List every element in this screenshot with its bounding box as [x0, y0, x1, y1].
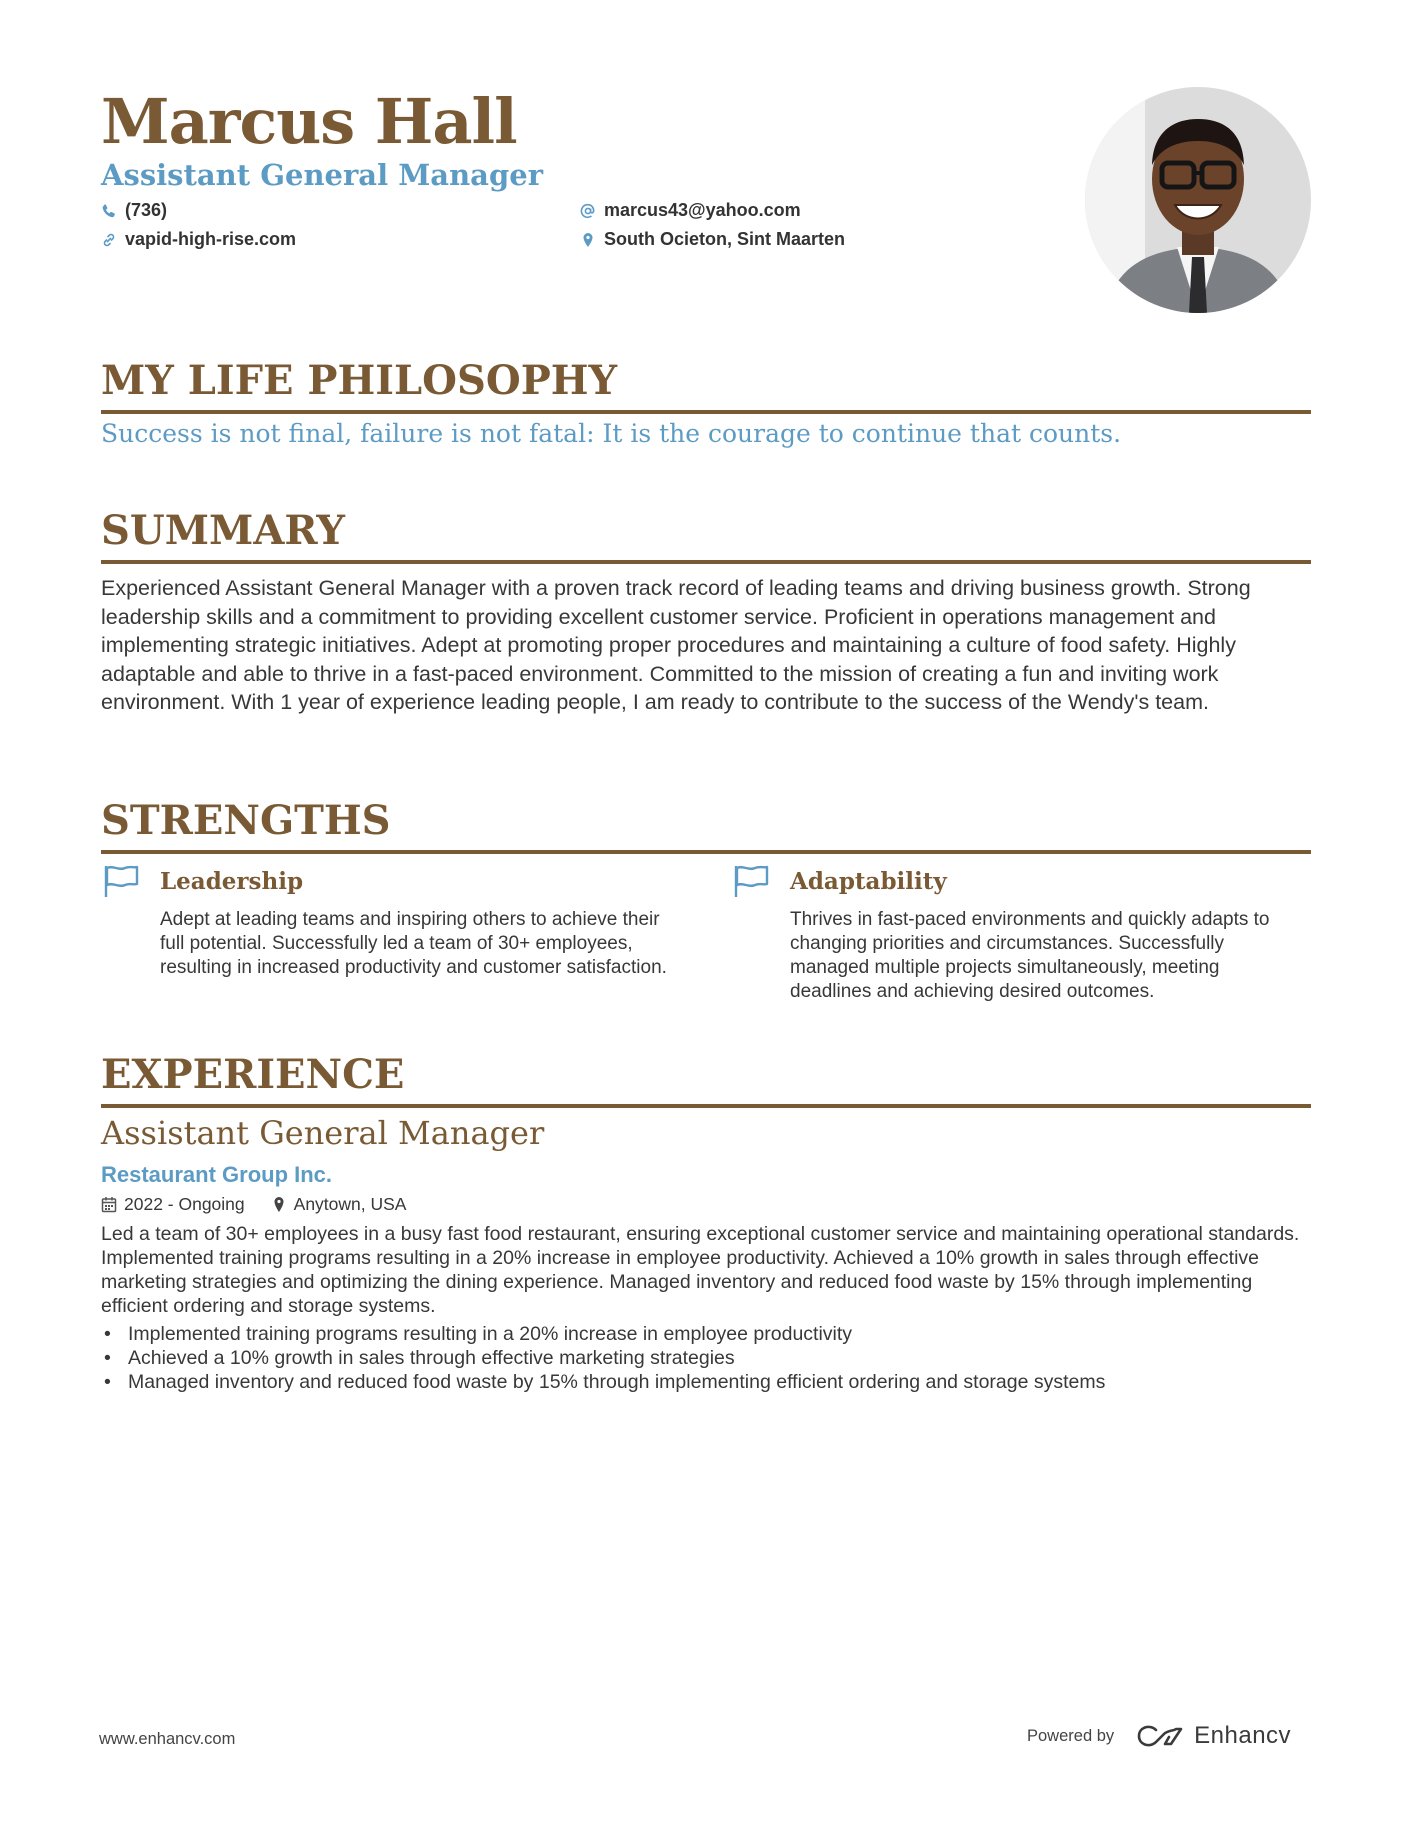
avatar-illustration: [1085, 87, 1311, 313]
job-description: Led a team of 30+ employees in a busy fast food restaurant, ensuring exceptional customer service and maintaining operational standards. Implemented training programs resulting in a 20% increase in employee productivity. Achieved a 10% growth in sales through effective marketing strategies and optimizing the dining experience. Managed inventory and reduced food waste by 15% through implementing efficient ordering and storage systems.: [101, 1223, 1300, 1317]
brand-name: Enhancv: [1194, 1722, 1292, 1749]
job-title: Assistant General Manager: [101, 1114, 545, 1152]
at-icon: [580, 203, 596, 219]
summary-text: Experienced Assistant General Manager with a proven track record of leading teams and driving business growth. Strong leadership skills and a commitment to providing excellent customer service. Proficient in operations management and implementing strategic initiatives. Adept at promoting proper procedures and maintaining a culture of food safety. Highly adaptable and able to thrive in a fast-paced environment. Committed to the mission of creating a fun and inviting work environment. With 1 year of experience leading people, I am ready to contribute to the success of the Wendy's team.: [101, 576, 1251, 714]
strength-title: Leadership: [160, 868, 304, 895]
enhancv-logo-icon: [1136, 1724, 1184, 1748]
candidate-title: Assistant General Manager: [101, 158, 543, 192]
phone-icon: [101, 203, 117, 219]
job-dates: [101, 1194, 245, 1215]
location-pin-icon: [580, 232, 596, 248]
strength-description: Adept at leading teams and inspiring others to achieve their full potential. Successfully led a team of 30+ employees, resulting in increased productivity and customer satisfaction.: [160, 909, 667, 978]
link-icon: [101, 232, 117, 248]
experience-heading: EXPERIENCE: [101, 1052, 1311, 1108]
list-item: • Implemented training programs resulting in a 20% increase in employee productivity: [101, 1322, 1105, 1346]
profile-photo: [1085, 87, 1311, 313]
job-dates-text: 2022 - Ongoing: [124, 1194, 245, 1214]
flag-icon: [731, 864, 771, 898]
enhancv-logo[interactable]: [1136, 1722, 1291, 1750]
email-text: marcus43@yahoo.com: [604, 200, 801, 220]
footer-branding: [1027, 1722, 1291, 1750]
location-pin-icon: [271, 1196, 287, 1213]
strengths-heading: STRENGTHS: [101, 798, 1311, 854]
website-text: vapid-high-rise.com: [125, 229, 297, 249]
list-item: • Managed inventory and reduced food waste by 15% through implementing efficient ordering and storage systems: [101, 1370, 1105, 1394]
summary-heading: SUMMARY: [101, 508, 1311, 564]
contact-location: [580, 229, 845, 250]
philosophy-quote: Success is not final, failure is not fatal: It is the courage to continue that counts.: [101, 419, 1122, 448]
strength-description: Thrives in fast-paced environments and quickly adapts to changing priorities and circumstances. Successfully managed multiple projects simultaneously, meeting deadlines and achieving desired outcomes.: [790, 909, 1270, 1002]
location-text: South Ocieton, Sint Maarten: [604, 229, 846, 249]
job-meta: [101, 1194, 432, 1215]
company-name: Restaurant Group Inc.: [101, 1162, 333, 1187]
job-location-text: Anytown, USA: [293, 1194, 407, 1214]
calendar-icon: [101, 1196, 117, 1213]
contact-email[interactable]: [580, 200, 801, 221]
contact-phone: [101, 200, 167, 221]
list-item: • Achieved a 10% growth in sales through effective marketing strategies: [101, 1346, 1105, 1370]
strength-title: Adaptability: [790, 868, 947, 895]
footer-website[interactable]: www.enhancv.com: [99, 1730, 236, 1748]
job-location: [271, 1194, 407, 1215]
candidate-name: Marcus Hall: [101, 85, 517, 158]
contact-website[interactable]: [101, 229, 296, 250]
flag-icon: [101, 864, 141, 898]
philosophy-heading: MY LIFE PHILOSOPHY: [101, 358, 1311, 414]
job-bullets: [101, 1322, 1105, 1394]
powered-by-text: Powered by: [1027, 1726, 1115, 1745]
phone-text: (736): [125, 200, 168, 220]
